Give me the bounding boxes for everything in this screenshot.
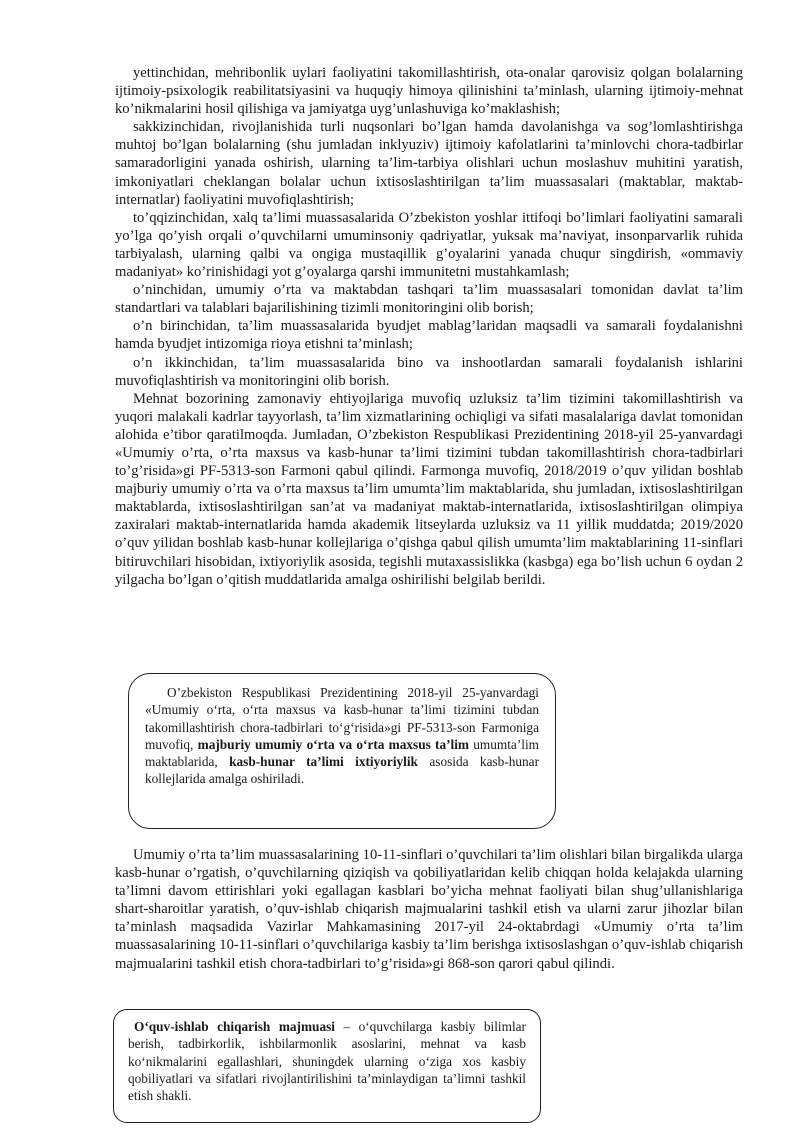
paragraph-mehnat-bozori: Mehnat bozorining zamonaviy ehtiyojlariga muvofiq uzluksiz ta’lim tizimini takomillashtirish va yuqori malakali kadrlar tayyorlash, ta’lim xizmatlarining ochiqligi va sifati masalalariga davlat tomonidan alohida e’tibor qaratilmoqda. Jumladan, O’zbekiston Respublikasi Prezidentining 2018-yil 25-yanvardagi «Umumiy o’rta, o’rta maxsus va kasb-hunar ta’limi tizimini tubdan takomillashtirish chora-tadbirlari to’g’risida»gi PF-5313-son Farmoni qabul qilindi. Farmonga muvofiq, 2018/2019 o’quv yilidan boshlab majburiy umumiy o’rta va o’rta maxsus ta’lim umumta’lim maktablarida, shu jumladan, ixtisoslashtirilgan maktablarda, ixtisoslashtirilgan san’at va madaniyat maktab-internatlarida, ixtisoslashtirilgan olimpiya zaxiralari maktab-internatlarida hamda akademik litseylarda uzluksiz va 11 yillik muddatda; 2019/2020 o’quv yilidan boshlab kasb-hunar kollejlariga o’qishga qabul qilish umumta’lim maktablarining 11-sinflari bitiruvchilari hisobidan, ixtiyoriylik asosida, tegishli mutaxassislikka (kasbga) ega bo’lish uchun 6 oydan 2 yilgacha bo’lgan o’qitish muddatlarida amalga oshirilishi belgilab berildi. [115,390,743,588]
paragraph-on-ikkinchidan: o’n ikkinchidan, ta’lim muassasalarida bino va inshootlardan samarali foydalanish ishlarini muvofiqlashtirish va monitoringini olib borish. [115,354,743,389]
definition-body: – o‘quvchilarga kasbiy bilimlar berish, tadbirkorlik, ishbilarmonlik asoslarini, mehnat va kasb ko‘nikmalarini egallashlari, shuningdek ularning o‘ziga xos kasbiy qobiliyatlari va sifatlari rivojlantirilishini ta’minlaydigan ta’limni tashkil etish shakli. [128,1019,526,1104]
paragraph-oninchidan: o’ninchidan, umumiy o’rta va maktabdan tashqari ta’lim muassasalari tomonidan davlat ta’lim standartlari va talablari bajarilishining tizimli monitoringini olib borish; [115,282,743,317]
paragraph-toqqizinchidan: to’qqizinchidan, xalq ta’limi muassasalarida O’zbekiston yoshlar ittifoqi bo’limlari faoliyatini samarali yo’lga qo’yish orqali o’quvchilarni umuminsoniy qadriyatlar, yuksak ma’naviyat, insonparvarlik ruhida tarbiyalash, ularning qalbi va ongiga mustaqillik g’oyalarini yanada chuqur singdirish, «ommaviy madaniyat» ko’rinishidagi yot g’oyalarga qarshi immunitetni mustahkamlash; [115,209,743,281]
decree-callout-text [145,684,539,788]
definition-term: O‘quv-ishlab chiqarish majmuasi [134,1019,335,1034]
paragraph-sakkizinchidan: sakkizinchidan, rivojlanishida turli nuqsonlari bo’lgan hamda davolanishga va sog’lomlashtirishga muhtoj bo’lgan bolalarning (shu jumladan inklyuziv) ijtimoiy kafolatlarini ta’minlovchi chora-tadbirlar samaradorligini yanada oshirish, ularning ta’lim-tarbiya olishlari uchun moslashuv muhitini yaratish, imkoniyatlari cheklangan bolalar uchun ixtisoslashtirilgan ta’lim muassasalari (maktablar, maktab-internatlar) faoliyatini muvofiqlashtirish; [115,119,743,208]
callout-text-a: O’zbekiston Respublikasi Prezidentining 2018-yil 25-yanvardagi «Umumiy o‘rta, o‘rta maxsus va kasb-hunar ta’limi tizimini tubdan takomillashtirish chora-tadbirlari to‘g‘risida»gi PF-5313-son Farmoniga muvofiq, [145,685,539,752]
paragraph-yettinchidan: yettinchidan, mehribonlik uylari faoliyatini takomillashtirish, ota-onalar qarovisiz qolgan bolalarning ijtimoiy-psixologik reabilitatsiyasini va huquqiy himoya qilinishini ta’minlash, ularning ijtimoiy-mehnat ko’nikmalarini hosil qilishiga va jamiyatga uyg’unlashuviga ko’maklashish; [115,65,743,118]
callout-bold-a: majburiy umumiy o‘rta va o‘rta maxsus ta’lim [197,736,470,752]
paragraph-on-birinchidan: o’n birinchidan, ta’lim muassasalarida byudjet mablag’laridan maqsadli va samarali foydalanishni hamda byudjet intizomiga rioya etishni ta’minlash; [115,318,743,353]
callout-text-b: umumta’lim maktablarida, [145,736,539,770]
main-text [115,64,743,589]
paragraph-umumiy-orta: Umumiy o’rta ta’lim muassasalarining 10-11-sinflari o’quvchilari ta’lim olishlari bilan birgalikda ularga kasb-hunar o’rgatish, o’quvchilarning qiziqish va qobiliyatlaridan kelib chiqqan holda kelajakda ularning ta’limni davom ettirishlari yoki egallagan kasblari bo’yicha mehnat faoliyati bilan shug’ullanishlariga shart-sharoitlar yaratish, o’quv-ishlab chiqarish majmualarini tashkil etish va ularni zarur jihozlar bilan ta’minlash maqsadida Vazirlar Mahkamasining 2017-yil 24-oktabrdagi «Umumiy o’rta ta’lim muassasalarining 10-11-sinflari o’quvchilariga kasbiy ta’lim berishga ixtisoslashgan o’quv-ishlab chiqarish majmualarini tashkil etish chora-tadbirlari to’g’risida»gi 868-son qarori qabul qilindi. [115,847,743,972]
definition-box [113,1009,541,1123]
callout-text-c: asosida kasb-hunar kollejlarida amalga oshiriladi. [145,754,539,787]
decree-callout-box [128,673,556,829]
second-text [115,846,743,973]
callout-bold-b: kasb-hunar ta’limi ixtiyoriylik [229,754,418,770]
definition-text [128,1018,526,1104]
